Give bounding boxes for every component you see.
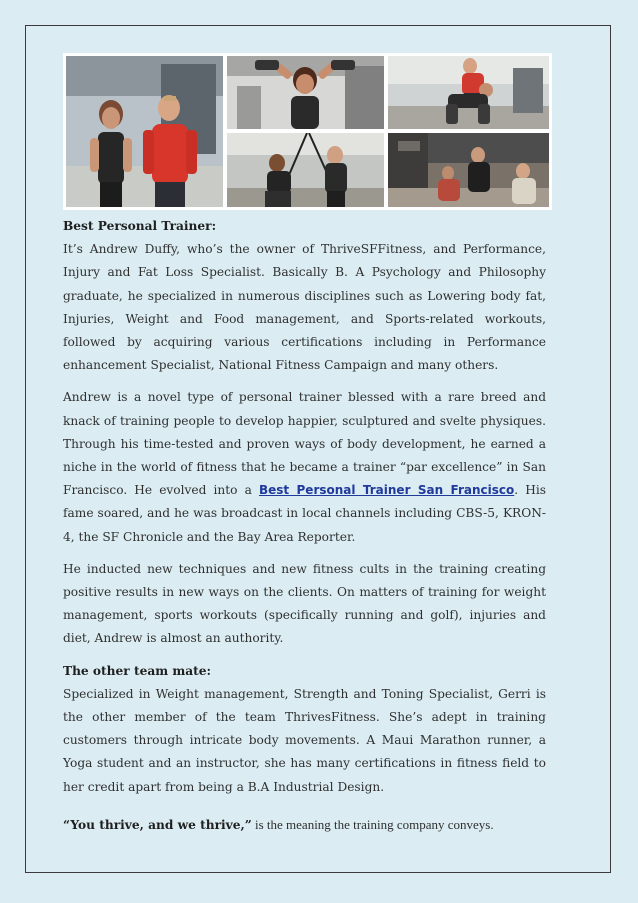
closing-quote: “You thrive, and we thrive,” — [63, 817, 252, 832]
closing-text: is the meaning the training company conveys. — [251, 816, 494, 832]
paragraph-andrew-career — [63, 386, 546, 548]
article-body — [63, 215, 546, 846]
paragraph-gerri: Specialized in Weight management, Strength and Toning Specialist, Gerri is the other member of the team ThrivesFitness. She’s adept in training customers through intricate body movements. A Maui Marathon runner, a Yoga student and an instructor, she has many certifications in fitness field to her credit apart from being a B.A Industrial Design. — [63, 686, 546, 794]
closing-line — [63, 813, 546, 837]
dumbbell-photo — [227, 56, 384, 129]
paragraph-andrew-intro: It’s Andrew Duffy, who’s the owner of ThriveSFFitness, and Performance, Injury and Fat Loss Specialist. Basically B. A Psychology and Philosophy graduate, he specialized in numerous disciplines such as Lowering body fat, Injuries, Weight and Food management, and Sports-related workouts, followed by acquiring various certifications including in Performance enhancement Specialist, National Fitness Campaign and many others. — [63, 242, 546, 373]
floor-training-photo — [388, 56, 549, 129]
paragraph-text: . His fame soared, and he was broadcast in local channels including CBS-5, KRON-4, the SF Chronicle and the Bay Area Reporter. — [63, 483, 547, 544]
best-trainer-link[interactable]: Best Personal Trainer San Francisco — [258, 483, 515, 498]
trainers-photo — [66, 56, 223, 207]
paragraph-text: Andrew is a novel type of personal trainer blessed with a rare breed and knack of training people to develop happier, sculptured and svelte physiques. Through his time-tested and proven ways of body development, he earned a niche in the world of fitness that he became a trainer “par excellence” in San Francisco. He evolved into a — [63, 390, 546, 498]
gym-session-photo — [388, 133, 549, 207]
paragraph-techniques: He inducted new techniques and new fitness cults in the training creating positive results in new ways on the clients. On matters of training for weight management, sports workouts (specifically running and golf), injuries and diet, Andrew is almost an authority. — [63, 561, 546, 646]
suspension-training-photo — [227, 133, 384, 207]
photo-collage — [63, 53, 552, 210]
section-heading-best-trainer: Best Personal Trainer: — [63, 219, 217, 233]
section-heading-team-mate: The other team mate: — [63, 663, 212, 678]
